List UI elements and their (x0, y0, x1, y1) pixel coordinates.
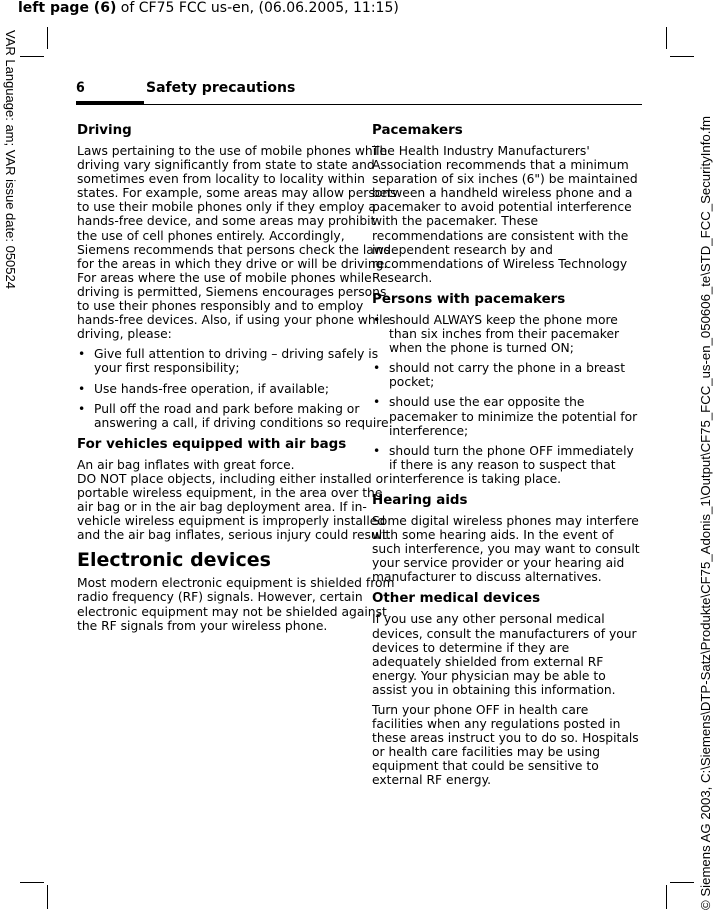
airbag-heading: For vehicles equipped with air bags (77, 436, 347, 452)
left-column (77, 122, 399, 639)
pacemaker-list (372, 313, 642, 486)
header-rule-thin (144, 104, 642, 105)
print-info-line (18, 0, 399, 16)
crop-mark (670, 56, 694, 57)
persons-with-pacemakers-heading: Persons with pacemakers (372, 291, 566, 307)
pacemakers-heading: Pacemakers (372, 123, 463, 138)
airbag-text-1: An air bag inflates with great force. (77, 457, 295, 472)
hearing-aids-heading: Hearing aids (372, 492, 468, 508)
pacemakers-text: The Health Industry Manufacturers' Association recommends that a minimum separation of six inches (6") be maintained between a handheld wireless phone and a pacemaker to avoid potential interference with the pacemaker. These recommendations are consistent with the independent research by and recommendations of Wireless Technology Research. (372, 144, 638, 285)
crop-mark (47, 885, 48, 909)
airbag-text-2: DO NOT place objects, including either installed or portable wireless equipment, in the area over the air bag or in the air bag deployment area. If in-vehicle wireless equipment is improperly installed and the air bag inflates, serious injury could result. (77, 471, 391, 543)
list-item: • Give full attention to driving – driving safely is your first responsibility; (77, 347, 399, 375)
list-item: • Use hands-free operation, if available; (77, 382, 399, 396)
driving-text: Laws pertaining to the use of mobile phones while driving vary significantly from state to state and sometimes even from locality to locality within states. For example, some areas may allow persons to use their mobile phones only if they employ a hands-free device, and some areas may prohibit the use of cell phones entirely. Accordingly, Siemens recommends that persons check the laws for the areas in which they drive or will be driving. For areas where the use of mobile phones while driving is permitted, Siemens encourages persons to use their phones responsibly and to employ hands-free devices. Also, if using your phone while driving, please: (77, 144, 397, 342)
crop-mark (666, 885, 667, 909)
crop-mark (20, 56, 44, 57)
other-medical-text-1: If you use any other personal medical devices, consult the manufacturers of your devices to determine if they are adequately shielded from external RF energy. Your physician may be able to assist you in obtaining this information. (372, 612, 637, 697)
electronic-devices-heading: Electronic devices (77, 549, 271, 572)
print-info-details: of CF75 FCC us-en, (06.06.2005, 11:15) (116, 0, 399, 16)
print-info-page: left page (6) (18, 0, 117, 16)
electronic-devices-text: Most modern electronic equipment is shielded from radio frequency (RF) signals. However, certain electronic equipment may not be shielded against the RF signals from your wireless phone. (77, 576, 395, 633)
list-item: • should use the ear opposite the pacemaker to minimize the potential for interference; (372, 395, 642, 437)
other-medical-heading: Other medical devices (372, 591, 541, 607)
crop-mark (47, 27, 48, 49)
crop-mark (666, 27, 667, 49)
header-rule-thick (76, 101, 144, 105)
crop-mark (670, 882, 694, 883)
list-item: • Pull off the road and park before making or answering a call, if driving conditions so require. (77, 402, 399, 430)
hearing-aids-text: Some digital wireless phones may interfere with some hearing aids. In the event of such interference, you may want to consult your service provider or your hearing aid manufacturer to discuss alternatives. (372, 513, 640, 585)
page-number: 6 (76, 80, 85, 96)
list-item: • should ALWAYS keep the phone more than six inches from their pacemaker when the phone is turned ON; (372, 313, 642, 355)
list-item: • should not carry the phone in a breast pocket; (372, 361, 642, 389)
section-title: Safety precautions (146, 80, 296, 96)
list-item: • should turn the phone OFF immediately if there is any reason to suspect that interference is taking place. (372, 444, 642, 486)
right-column (372, 122, 642, 794)
var-language-note: VAR Language: am; VAR issue date: 050524 (3, 30, 18, 289)
copyright-path-note: © Siemens AG 2003, C:\Siemens\DTP-Satz\Produkte\CF75_Adonis_1\Output\CF75_FCC_us-en_050606_te\STD_FCC_SecurityInfo.fm (698, 115, 713, 910)
crop-mark (20, 882, 44, 883)
other-medical-text-2: Turn your phone OFF in health care facilities when any regulations posted in these areas instruct you to do so. Hospitals or health care facilities may be using equipment that could be sensitive to external RF energy. (372, 703, 639, 788)
driving-list (77, 347, 399, 429)
driving-heading: Driving (77, 123, 132, 138)
